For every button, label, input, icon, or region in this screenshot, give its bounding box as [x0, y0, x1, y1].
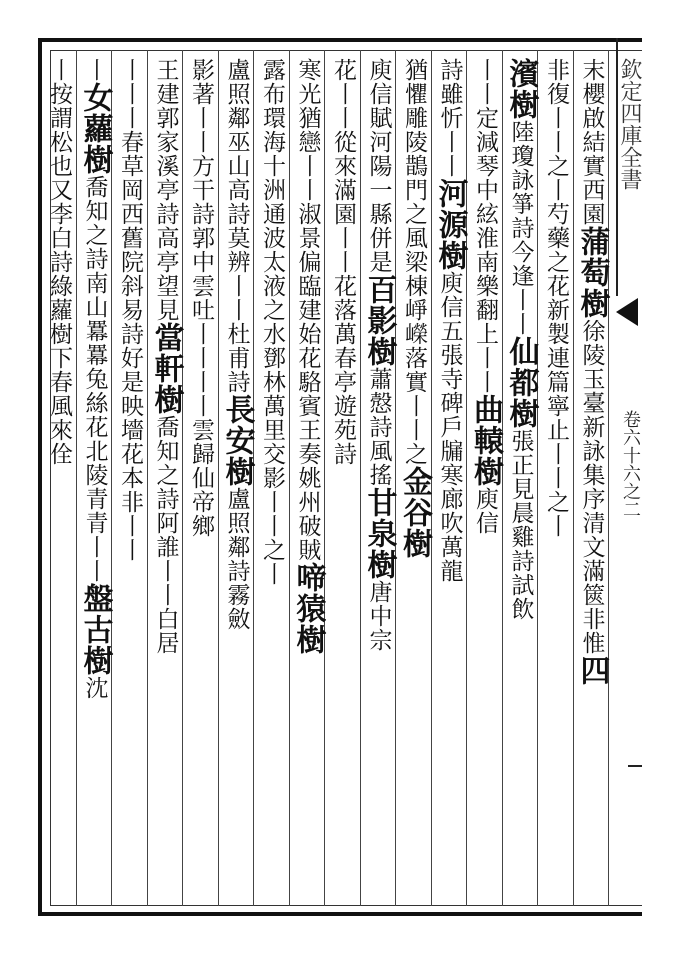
entry-text: 庾信五張寺碑戶牖寒廊吹萬龍 — [436, 271, 463, 583]
entry-text: 詩雖忻丨丨 — [436, 58, 463, 178]
column-rule — [289, 50, 290, 906]
text-column — [397, 58, 431, 904]
entry-text: 喬知之詩南山羃羃兔絲花北陵青青丨丨 — [81, 175, 108, 583]
entry-text: 喬知之詩阿誰丨丨白居 — [152, 415, 179, 655]
entry-text: 丨丨定減琴中絃 — [472, 58, 498, 226]
entry-heading: 蒲 — [574, 226, 610, 257]
text-column — [220, 58, 254, 904]
entry-heading: 金谷樹 — [397, 466, 432, 559]
entry-text: 蕭慤詩風搖 — [365, 367, 392, 487]
volume-label: 卷六十六之二 — [620, 410, 641, 518]
text-column — [504, 58, 538, 904]
entry-text: 徐陵玉臺新詠集序清文滿篋非惟 — [578, 319, 605, 655]
entry-text: 丨按謂松也又李白詩綠蘿樹下春風來 — [46, 58, 72, 442]
text-column — [42, 58, 75, 904]
entry-text: 遊苑詩 — [330, 394, 356, 466]
page-number-mark — [628, 765, 642, 767]
entry-text: 淮南樂翻上丨丨 — [472, 226, 498, 394]
entry-heading: 萄 — [574, 257, 610, 288]
entry-heading: 樹 — [574, 288, 610, 319]
entry-heading: 曲轅樹 — [468, 394, 503, 487]
entry-text: 芍藥之花新製連篇寧止丨丨之丨 — [543, 202, 569, 538]
text-column — [468, 58, 502, 904]
entry-text: 唐中宗 — [365, 580, 392, 652]
entry-heading: 長安樹 — [219, 394, 255, 487]
text-column — [326, 58, 359, 904]
entry-heading: 啼猿樹 — [290, 562, 326, 655]
entry-text: 盧照鄰巫山高詩莫辨丨丨杜甫詩 — [223, 58, 250, 394]
entry-text: 王建郭家溪亭詩高亭望見 — [152, 58, 179, 322]
entry-text: 非復丨丨之丨 — [543, 58, 569, 202]
entry-text: 庾信 — [472, 487, 498, 535]
entry-text: 丨 — [81, 58, 108, 82]
column-rule — [218, 50, 219, 906]
entry-heading: 濱樹 — [503, 58, 539, 120]
entry-heading: 甘泉樹 — [361, 487, 397, 580]
text-column — [539, 58, 572, 904]
book-title: 欽定四庫全書 — [617, 58, 642, 190]
text-column — [575, 58, 609, 904]
entry-text: 易詩好是映墻花本非丨丨 — [117, 298, 143, 562]
entry-text: 陸瓊詠箏詩今逢丨丨 — [507, 120, 534, 336]
entry-text: 門之風梁棟崢嶸落實丨丨之 — [401, 178, 427, 466]
entry-text: 影著丨丨方干詩郭中雲吐丨丨 — [188, 58, 214, 370]
text-column — [255, 58, 288, 904]
entry-text: 張正見晨雞詩試飲 — [507, 429, 534, 621]
entry-text: 花丨丨從來滿園丨 — [330, 58, 356, 250]
entry-heading: 河源樹 — [432, 178, 468, 271]
column-rule — [147, 50, 148, 906]
column-rule — [573, 50, 574, 906]
text-column — [113, 58, 146, 904]
entry-text: 寒光猶戀丨丨淑景偏臨建始花駱賓王奏姚州破賊 — [294, 58, 321, 562]
text-column — [78, 58, 112, 904]
entry-heading: 仙都樹 — [503, 336, 539, 429]
entry-heading: 女蘿樹 — [77, 82, 113, 175]
entry-heading: 四 — [574, 655, 610, 686]
text-column — [184, 58, 217, 904]
entry-text: 佺 — [46, 442, 72, 466]
entry-text: 丨丨丨春草岡西舊院斜 — [117, 58, 143, 298]
entry-text: 盧照鄰詩霧斂 — [223, 487, 250, 631]
column-rule — [360, 50, 361, 906]
entry-text: 丨花落萬春亭 — [330, 250, 356, 394]
text-column — [362, 58, 396, 904]
entry-text: 沈 — [81, 676, 108, 700]
text-column — [291, 58, 325, 904]
column-rule — [76, 50, 77, 906]
entry-text: 末櫻啟結實西園 — [578, 58, 605, 226]
text-column — [149, 58, 183, 904]
fishtail-mark — [616, 298, 638, 326]
entry-text: 丨丨雲歸仙帝鄉 — [188, 370, 214, 538]
entry-text: 露布環海十洲通波太液之水鄧林萬里交影丨丨之丨 — [259, 58, 285, 586]
entry-heading: 盤古樹 — [77, 583, 113, 676]
text-column — [433, 58, 467, 904]
entry-text: 庾信賦河陽一縣併是 — [365, 58, 392, 274]
entry-heading: 百影樹 — [361, 274, 397, 367]
entry-heading: 當軒樹 — [148, 322, 184, 415]
entry-text: 猶懼雕陵鵲 — [401, 58, 427, 178]
